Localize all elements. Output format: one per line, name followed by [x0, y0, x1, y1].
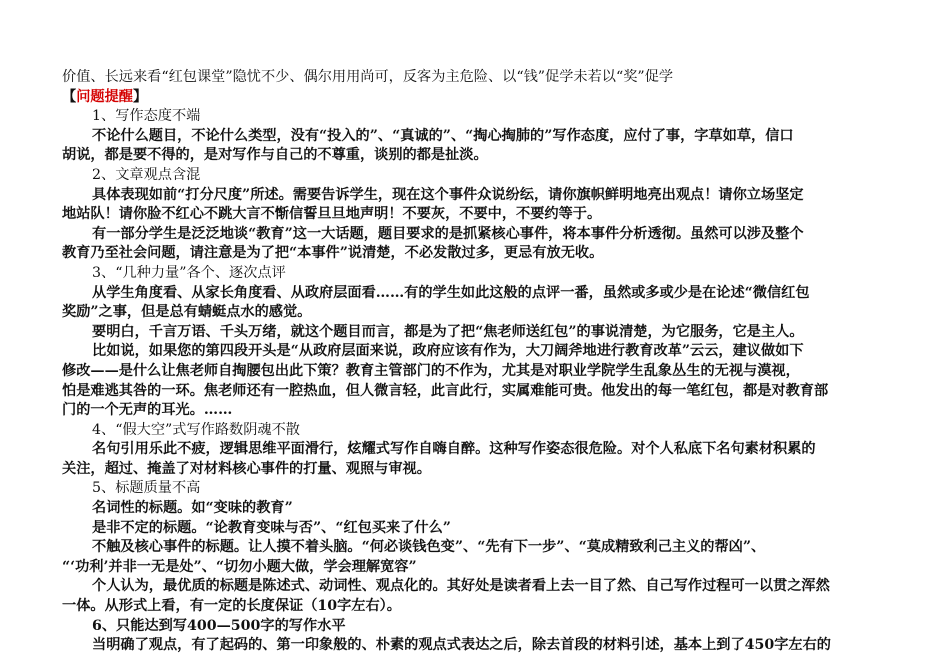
text-line: 一体。从形式上看，有一定的长度保证（10字左右）。 — [62, 598, 401, 615]
text-line: 3、“几种力量”各个、逐次点评 — [92, 264, 286, 281]
text-line: 个人认为，最优质的标题是陈述式、动词性、观点化的。其好处是读者看上去一目了然、自己写作过程可一以贯之浑然 — [92, 578, 830, 595]
text-line: 6、只能达到写400—500字的写作水平 — [92, 617, 346, 634]
text-line: 胡说，都是要不得的，是对写作与自己的不尊重，谈别的都是扯淡。 — [62, 147, 488, 164]
text-line: 5、标题质量不高 — [92, 480, 201, 497]
text-line: 修改——是什么让焦老师自掏腰包出此下策？教育主管部门的不作为，尤其是对职业学院学生乱象丛生的无视与漠视， — [62, 362, 800, 379]
text-line: 是非不定的标题。“论教育变味与否”、“红包买来了什么” — [92, 519, 451, 536]
text-line: “‘功利’并非一无是处”、“切勿小题大做，学会理解宽容” — [62, 558, 417, 575]
text-line: 名词性的标题。如“变味的教育” — [92, 500, 293, 517]
text-line: 关注，超过、掩盖了对材料核心事件的打量、观照与审视。 — [62, 460, 431, 477]
text-line: 怕是难逃其咎的一环。焦老师还有一腔热血，但人微言轻，此言此行，实属难能可贵。他发出的每一笔红包，都是对教育部 — [62, 382, 829, 399]
text-line: 有一部分学生是泛泛地谈“教育”这一大话题，题目要求的是抓紧核心事件，将本事件分析透彻。虽然可以涉及整个 — [92, 225, 804, 242]
text-line: 具体表现如前“打分尺度”所述。需要告诉学生，现在这个事件众说纷纭，请你旗帜鲜明地亮出观点！请你立场坚定 — [92, 186, 804, 203]
text-line: 价值、长远来看“红包课堂”隐忧不少、偶尔用用尚可，反客为主危险、以“钱”促学未若以“奖”促学 — [62, 69, 674, 85]
text-line: 奖励”之事，但是总有蜻蜓点水的感觉。 — [62, 304, 312, 321]
bracket-close: 】 — [132, 88, 148, 105]
text-line: 要明白，千言万语、千头万绪，就这个题目而言，都是为了把“焦老师送红包”的事说清楚，为它服务，它是主人。 — [92, 323, 804, 340]
text-line: 当明确了观点，有了起码的、第一印象般的、朴素的观点式表达之后，除去首段的材料引述，基本上到了450字左右的 — [92, 637, 831, 654]
text-line: 不触及核心事件的标题。让人摸不着头脑。“何必谈钱色变”、“先有下一步”、“莫成精致利己主义的帮凶”、 — [92, 539, 766, 556]
bracket-open: 【 — [62, 88, 77, 105]
text-line: 比如说，如果您的第四段开头是“从政府层面来说，政府应该有作为，大刀阔斧地进行教育改革”云云，建议做如下 — [92, 343, 804, 360]
text-line: 4、“假大空”式写作路数阴魂不散 — [92, 421, 300, 438]
text-line: 1、写作态度不端 — [92, 108, 201, 125]
text-line: 门的一个无声的耳光。…… — [62, 402, 233, 419]
tip-label: 问题提醒 — [76, 88, 133, 105]
text-line: 名句引用乐此不疲，逻辑思维平面滑行，炫耀式写作自嗨自醉。这种写作姿态很危险。对个人私底下名句素材积累的 — [92, 441, 816, 458]
text-line: 教育乃至社会问题，请注意是为了把“本事件”说清楚，不必发散过多，更忌有放无收。 — [62, 245, 604, 262]
text-line: 从学生角度看、从家长角度看、从政府层面看……有的学生如此这般的点评一番，虽然或多或少是在论述“微信红包 — [92, 284, 810, 301]
text-line: 地站队！请你脸不红心不跳大言不惭信誓旦旦地声明！不要灰，不要中，不要约等于。 — [62, 206, 602, 223]
document-body — [62, 68, 892, 656]
section-heading-tips — [62, 88, 892, 108]
text-line: 不论什么题目，不论什么类型，没有“投入的”、“真诚的”、“掏心掏肺的”写作态度，应付了事，字草如草，信口 — [92, 127, 794, 144]
text-line: 2、文章观点含混 — [92, 166, 201, 183]
